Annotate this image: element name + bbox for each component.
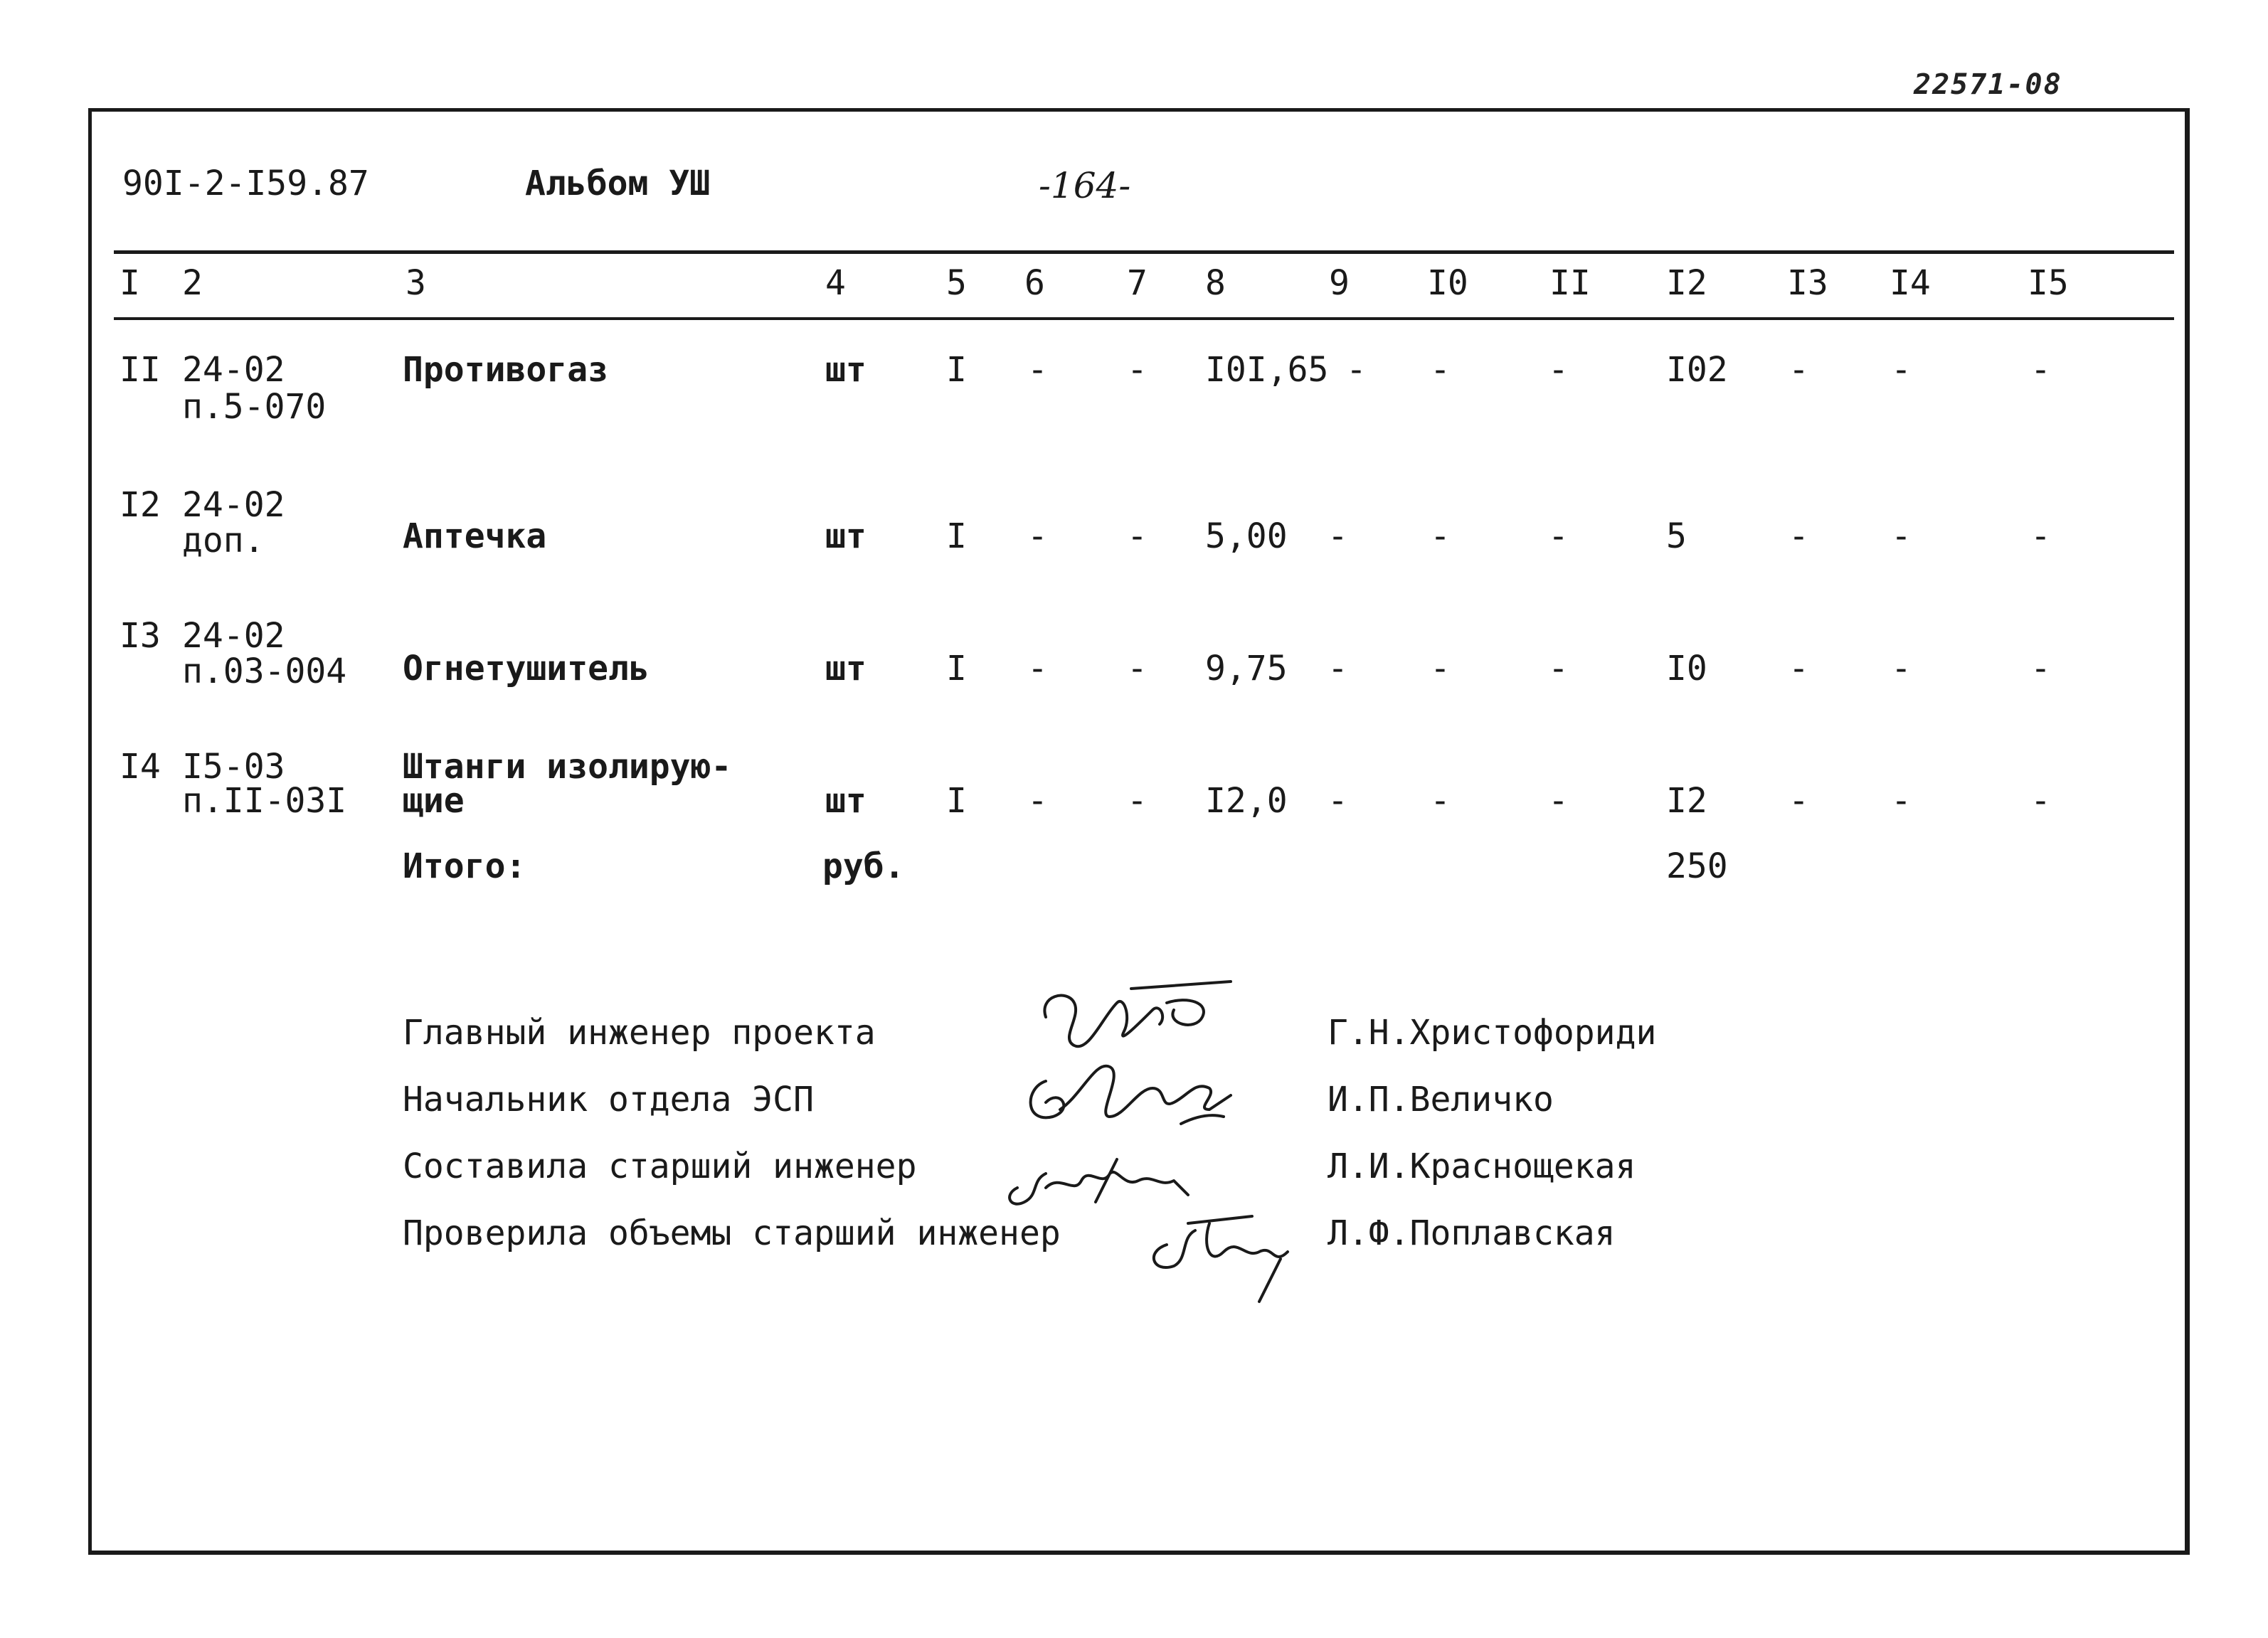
row-qty: I: [946, 649, 967, 688]
row-number: I2: [120, 485, 161, 525]
row-col8: 9,75: [1205, 649, 1288, 688]
row-col11: -: [1548, 649, 1569, 688]
signatory-name: Г.Н.Христофориди: [1328, 1013, 1657, 1053]
row-col11: -: [1548, 516, 1569, 556]
total-unit: руб.: [822, 846, 905, 886]
column-number: 5: [946, 263, 967, 303]
signatory-role: Составила старший инженер: [403, 1147, 917, 1186]
row-unit: шт: [825, 649, 867, 688]
row-col12: I2: [1666, 781, 1707, 821]
row-code-sub: п.03-004: [182, 652, 347, 691]
total-label: Итого:: [403, 846, 526, 886]
row-code: 24-02: [182, 350, 285, 390]
row-col9: -: [1328, 516, 1348, 556]
signatory-name: Л.И.Краснощекая: [1328, 1147, 1636, 1186]
album-label: Альбом УШ: [525, 164, 711, 203]
row-col14: -: [1891, 649, 1912, 688]
row-code: 24-02: [182, 616, 285, 656]
row-col8: 5,00: [1205, 516, 1288, 556]
row-col9: -: [1328, 781, 1348, 821]
row-code-sub: п.5-070: [182, 387, 327, 427]
row-col11: -: [1548, 350, 1569, 390]
row-col7: -: [1127, 516, 1148, 556]
column-number: 9: [1329, 263, 1350, 303]
page-frame: [88, 108, 2190, 1555]
row-col6: -: [1027, 350, 1048, 390]
row-col15: -: [2030, 350, 2051, 390]
row-col14: -: [1891, 350, 1912, 390]
row-col13: -: [1789, 516, 1809, 556]
document-number: 90I-2-I59.87: [122, 164, 369, 203]
row-col15: -: [2030, 781, 2051, 821]
row-code: I5-03: [182, 747, 285, 787]
row-col15: -: [2030, 516, 2051, 556]
corner-registration-code: 22571-08: [1914, 68, 2062, 101]
row-unit: шт: [825, 350, 867, 390]
column-number: 6: [1024, 263, 1045, 303]
column-number: I0: [1427, 263, 1468, 303]
row-name-continued: щие: [403, 781, 465, 821]
row-name: Штанги изолирую-: [403, 747, 732, 787]
row-col10: -: [1430, 516, 1451, 556]
row-col7: -: [1127, 781, 1148, 821]
row-col13: -: [1789, 781, 1809, 821]
row-unit: шт: [825, 516, 867, 556]
signature-reviewer: [1138, 1202, 1302, 1309]
row-code: 24-02: [182, 485, 285, 525]
header-rule-bottom: [114, 317, 2174, 320]
row-number: II: [120, 350, 161, 390]
total-value: 250: [1666, 846, 1728, 886]
row-col12: I02: [1666, 350, 1728, 390]
row-col8: I0I,65: [1205, 350, 1329, 390]
row-col6: -: [1027, 516, 1048, 556]
column-number: I4: [1890, 263, 1931, 303]
page-number: -164-: [1039, 165, 1131, 206]
row-col14: -: [1891, 516, 1912, 556]
row-col10: -: [1430, 781, 1451, 821]
signatory-name: И.П.Величко: [1328, 1080, 1554, 1120]
row-col12: 5: [1666, 516, 1687, 556]
row-col10: -: [1430, 649, 1451, 688]
row-col12: I0: [1666, 649, 1707, 688]
row-col13: -: [1789, 649, 1809, 688]
row-col9: -: [1328, 649, 1348, 688]
column-number: II: [1549, 263, 1591, 303]
row-qty: I: [946, 781, 967, 821]
row-col6: -: [1027, 781, 1048, 821]
column-number: 4: [825, 263, 846, 303]
column-number: 7: [1127, 263, 1148, 303]
row-unit: шт: [825, 781, 867, 821]
row-col6: -: [1027, 649, 1048, 688]
row-col11: -: [1548, 781, 1569, 821]
row-col7: -: [1127, 350, 1148, 390]
row-col13: -: [1789, 350, 1809, 390]
row-code-sub: доп.: [182, 521, 265, 560]
row-col8: I2,0: [1205, 781, 1288, 821]
column-number: I5: [2028, 263, 2069, 303]
row-qty: I: [946, 350, 967, 390]
column-number: 3: [406, 263, 426, 303]
row-col9: -: [1346, 350, 1367, 390]
column-number: I2: [1666, 263, 1707, 303]
row-code-sub: п.II-03I: [182, 781, 347, 821]
row-name: Аптечка: [403, 516, 547, 556]
row-qty: I: [946, 516, 967, 556]
signatory-name: Л.Ф.Поплавская: [1328, 1213, 1616, 1253]
column-number: 8: [1205, 263, 1226, 303]
column-number: I3: [1787, 263, 1828, 303]
row-name: Противогаз: [403, 350, 608, 390]
header-rule-top: [114, 250, 2174, 254]
row-col7: -: [1127, 649, 1148, 688]
row-col15: -: [2030, 649, 2051, 688]
row-number: I4: [120, 747, 161, 787]
row-col14: -: [1891, 781, 1912, 821]
signatory-role: Проверила объемы старший инженер: [403, 1213, 1061, 1253]
row-name: Огнетушитель: [403, 649, 650, 688]
row-col10: -: [1430, 350, 1451, 390]
signatory-role: Начальник отдела ЭСП: [403, 1080, 814, 1120]
signature-department-head: [1017, 1046, 1245, 1138]
column-number: I: [120, 263, 140, 303]
column-number: 2: [182, 263, 203, 303]
signatory-role: Главный инженер проекта: [403, 1013, 876, 1053]
row-number: I3: [120, 616, 161, 656]
